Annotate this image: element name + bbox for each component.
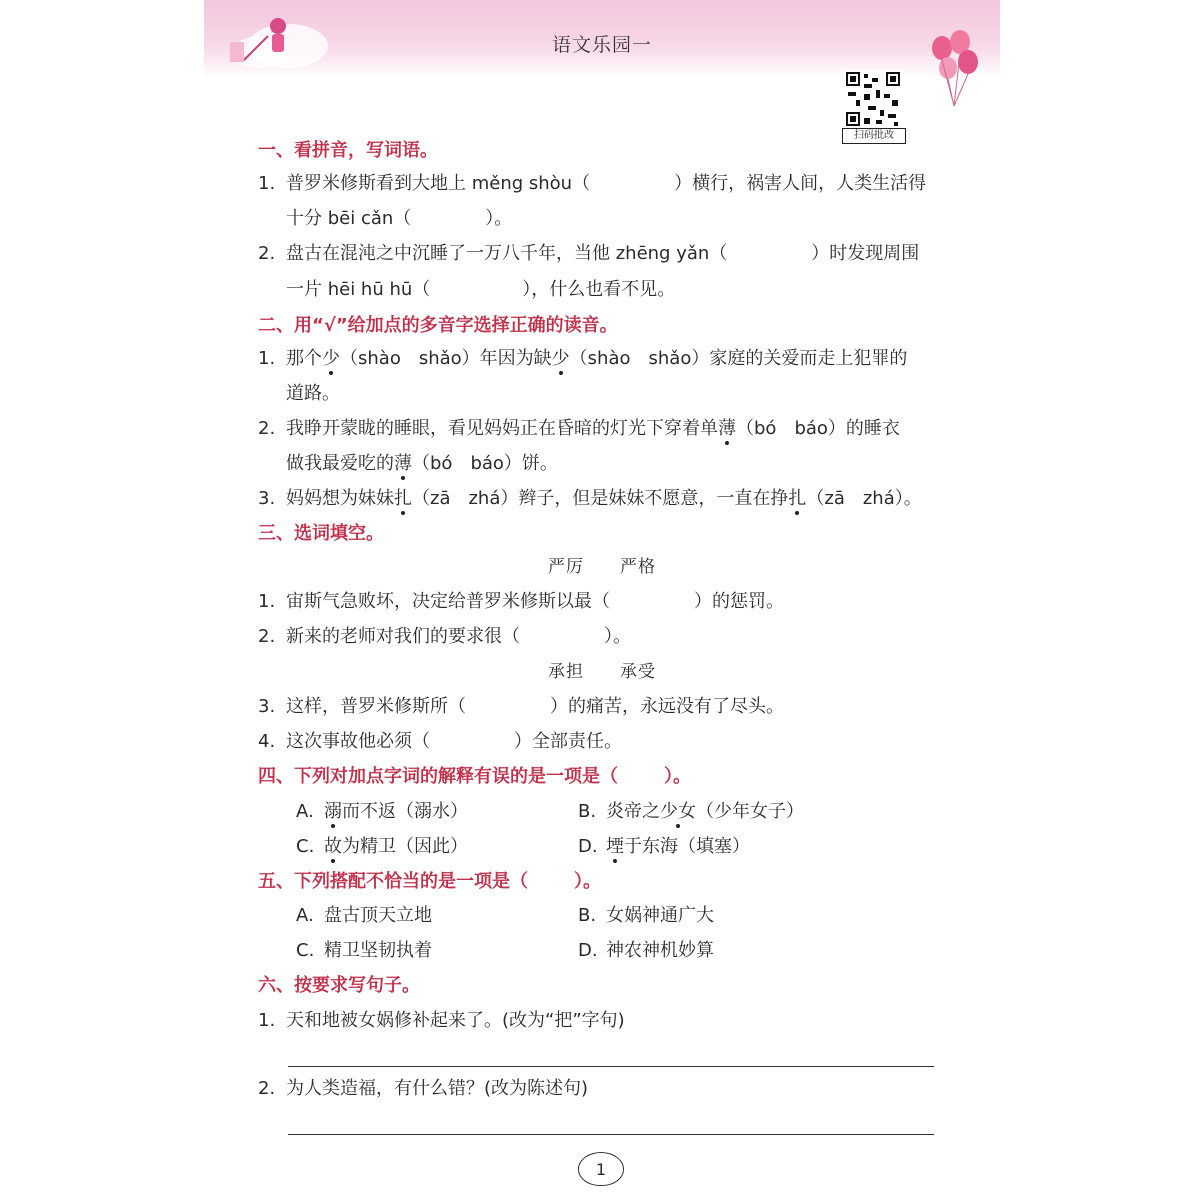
question-text: 我睁开蒙眬的睡眼，看见妈妈正在昏暗的灯光下穿着单 (286, 418, 718, 439)
section-4-title (258, 765, 691, 789)
option-text: 为精卫（因此） (342, 836, 468, 857)
option-letter: D. (578, 836, 598, 857)
question-text: 做我最爱吃的 (286, 453, 394, 474)
page-title: 语文乐园一 (551, 34, 652, 56)
sec5-option-c[interactable] (296, 939, 432, 963)
balloons-icon (924, 30, 984, 110)
sec4-option-d[interactable] (578, 835, 750, 859)
sec4-option-a[interactable] (296, 800, 468, 824)
question-text: ）的痛苦，永远没有了尽头。 (550, 696, 784, 717)
sec5-option-a[interactable] (296, 904, 432, 928)
question-number: 1. (258, 591, 276, 612)
question-number: 2. (258, 626, 276, 647)
sec3-q4 (258, 730, 622, 754)
qr-code-icon[interactable] (844, 70, 902, 128)
sec2-q2-line1 (258, 417, 900, 441)
question-text: ），什么也看不见。 (522, 279, 676, 300)
question-text: ）横行，祸害人间，人类生活得 (674, 173, 927, 194)
sec1-q1-line1 (258, 172, 926, 196)
option-text: 精卫坚韧执着 (324, 940, 432, 961)
question-text: ）时发现周围 (811, 243, 920, 264)
section-1-title: 一、看拼音，写词语。 (258, 140, 438, 161)
sec4-option-b[interactable] (578, 800, 804, 824)
option-letter: B. (578, 801, 597, 822)
question-text: ）的惩罚。 (694, 591, 784, 612)
question-text: ）。 (604, 626, 631, 647)
option-text: （少年女子） (696, 801, 804, 822)
option-letter: A. (296, 801, 314, 822)
section-5-title-text: 五、下列搭配不恰当的是一项是（ (258, 871, 528, 892)
question-text: 宙斯气急败坏，决定给普罗米修斯以最（ (286, 591, 610, 612)
sec2-q3-line1 (258, 487, 922, 511)
dotted-char: 扎 (394, 488, 412, 509)
sec3-q2 (258, 625, 631, 649)
section-3-title: 三、选词填空。 (258, 523, 384, 544)
question-text: 这样，普罗米修斯所（ (286, 696, 466, 717)
header-banner (204, 0, 1000, 78)
workbook-page (204, 0, 1000, 1202)
sec1-q1-line2 (286, 207, 512, 231)
question-text: 新来的老师对我们的要求很（ (286, 626, 520, 647)
option-text: 于东海（填塞） (624, 836, 750, 857)
question-text: 普罗米修斯看到大地上 měng shòu（ (286, 173, 591, 194)
word-choices-2: 承担 承受 (548, 662, 656, 682)
question-text: 为人类造福，有什么错？(改为陈述句) (286, 1078, 589, 1099)
sec5-option-d[interactable] (578, 939, 714, 963)
option-letter: A. (296, 905, 314, 926)
option-text: 盘古顶天立地 (324, 905, 432, 926)
question-text[interactable]: （shào shǎo）家庭的关爱而走上犯罪的 (569, 348, 908, 369)
sec1-q2-line2 (286, 278, 675, 302)
section-2-title: 二、用“√”给加点的多音字选择正确的读音。 (258, 315, 618, 336)
option-letter: C. (296, 836, 315, 857)
dotted-char: 少 (551, 348, 570, 369)
question-number: 3. (258, 488, 276, 509)
section-5-title-end: ）。 (574, 871, 601, 892)
answer-line[interactable] (288, 1134, 934, 1135)
sec5-option-b[interactable] (578, 904, 714, 928)
page-number: 1 (578, 1152, 624, 1186)
sec6-q1 (258, 1009, 625, 1033)
dotted-char: 堙 (606, 836, 624, 857)
dotted-char: 少女 (660, 801, 696, 822)
question-text: ）。 (485, 208, 513, 229)
option-text: 炎帝之 (606, 801, 660, 822)
dotted-char: 薄 (718, 418, 736, 439)
dotted-char: 溺 (324, 801, 342, 822)
question-number: 2. (258, 1078, 276, 1099)
question-text: 这次事故他必须（ (286, 731, 430, 752)
question-number: 2. (258, 243, 276, 264)
option-text: 神农神机妙算 (606, 940, 714, 961)
question-number: 2. (258, 418, 276, 439)
question-text[interactable]: （zā zhá）。 (806, 488, 922, 509)
question-text[interactable]: （zā zhá）辫子，但是妹妹不愿意，一直在挣 (412, 488, 789, 509)
dotted-char: 故 (324, 836, 342, 857)
option-letter: B. (578, 905, 597, 926)
option-text: 而不返（溺水） (342, 801, 468, 822)
question-text: 盘古在混沌之中沉睡了一万八千年，当他 zhēng yǎn（ (286, 243, 728, 264)
question-text: 妈妈想为妹妹 (286, 488, 394, 509)
sec2-q1-line2: 道路。 (286, 383, 340, 404)
sec4-option-c[interactable] (296, 835, 468, 859)
question-text: 十分 bēi cǎn（ (286, 208, 412, 229)
question-text: ）全部责任。 (514, 731, 622, 752)
sec2-q2-line2 (286, 452, 558, 476)
option-letter: D. (578, 940, 598, 961)
sec1-q2-line1 (258, 242, 919, 266)
question-number: 1. (258, 348, 276, 369)
question-text[interactable]: （bó báo）的睡衣 (736, 418, 900, 439)
sec3-q3 (258, 695, 784, 719)
section-4-title-end: ）。 (664, 766, 691, 787)
dotted-char: 扎 (788, 488, 807, 509)
question-number: 1. (258, 173, 276, 194)
sec3-q1 (258, 590, 784, 614)
question-number: 1. (258, 1010, 276, 1031)
answer-line[interactable] (288, 1066, 934, 1067)
question-text: 那个 (286, 348, 322, 369)
question-number: 3. (258, 696, 276, 717)
question-text[interactable]: （shào shǎo）年因为缺 (340, 348, 552, 369)
question-text: 一片 hēi hū hū（ (286, 279, 431, 300)
question-number: 4. (258, 731, 276, 752)
qr-label: 扫码批改 (842, 128, 906, 144)
question-text[interactable]: （bó báo）饼。 (412, 453, 558, 474)
word-choices-1: 严厉 严格 (548, 557, 656, 577)
dotted-char: 少 (322, 348, 340, 369)
section-6-title: 六、按要求写句子。 (258, 975, 420, 996)
dotted-char: 薄 (394, 453, 412, 474)
option-text: 女娲神通广大 (606, 905, 714, 926)
sec6-q2 (258, 1077, 588, 1101)
question-text: 天和地被女娲修补起来了。(改为“把”字句) (286, 1010, 625, 1031)
section-5-title (258, 870, 601, 894)
option-letter: C. (296, 940, 315, 961)
sec2-q1-line1 (258, 347, 907, 371)
section-4-title-text: 四、下列对加点字词的解释有误的是一项是（ (258, 766, 618, 787)
